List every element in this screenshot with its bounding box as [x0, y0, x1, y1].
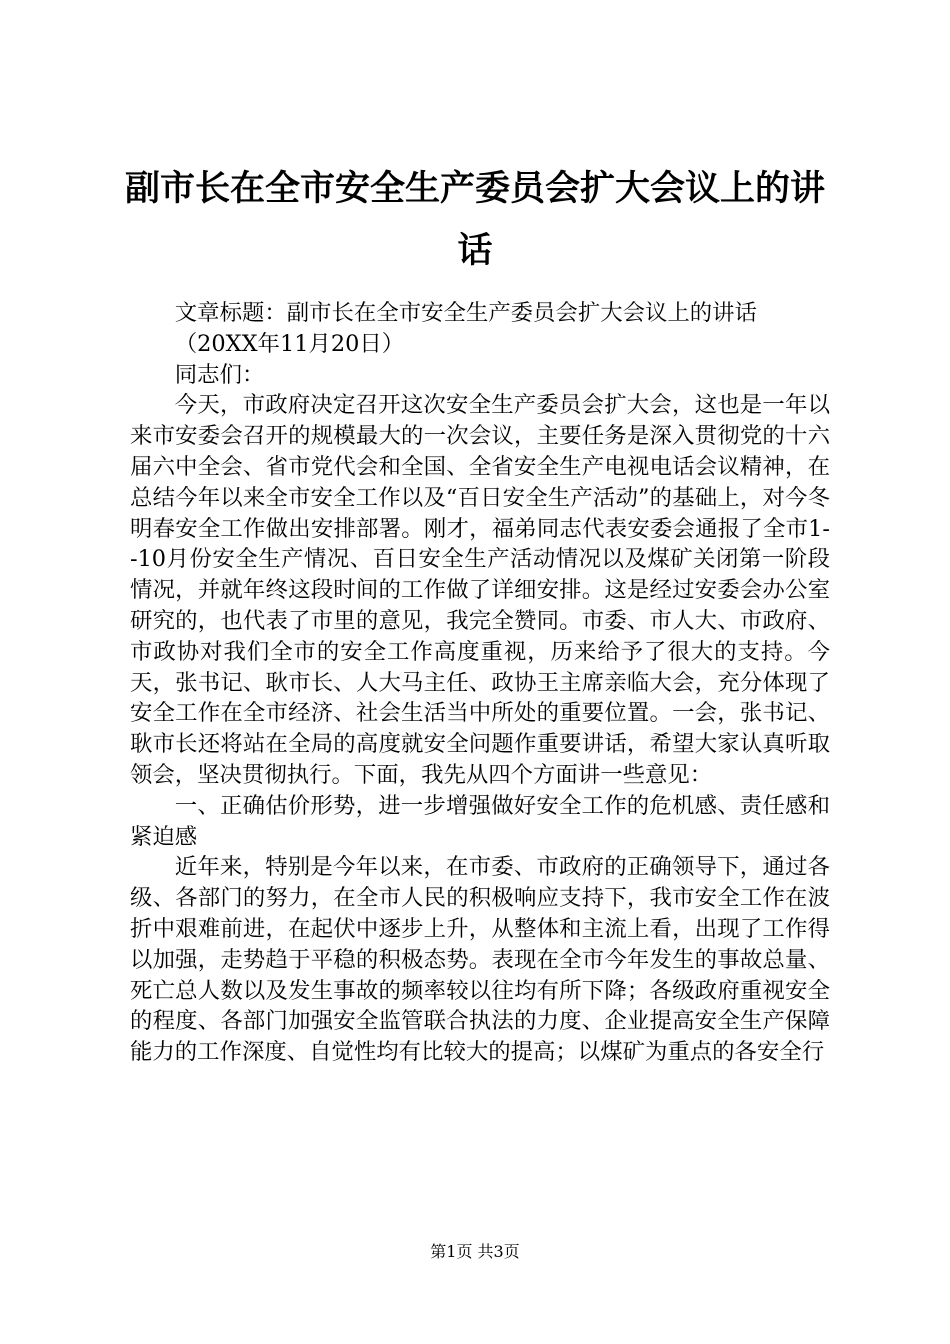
document-body: [130, 298, 830, 1068]
salutation: 同志们：: [174, 361, 265, 388]
date-line: （20XX年11月20日）: [174, 330, 405, 357]
article-title-line: 文章标题：副市长在全市安全生产委员会扩大会议上的讲话: [174, 300, 757, 326]
section-heading: 一、正确估价形势，进一步增强做好安全工作的危机感、责任感和紧迫感: [130, 792, 830, 850]
body-paragraph: 近年来，特别是今年以来，在市委、市政府的正确领导下，通过各级、各部门的努力，在全市人民的积极响应支持下，我市安全工作在波折中艰难前进，在起伏中逐步上升，从整体和主流上看，出现了工作得以加强，走势趋于平稳的积极态势。表现在全市今年发生的事故总量、死亡总人数以及发生事故的频率较以往均有所下降；各级政府重视安全的程度、各部门加强安全监管联合执法的力度、企业提高安全生产保障能力的工作深度、自觉性均有比较大的提高；以煤矿为重点的各安全行: [130, 854, 830, 1066]
document-title: 副市长在全市安全生产委员会扩大会议上的讲话: [124, 168, 825, 271]
page-footer: 第1页 共3页: [430, 1242, 520, 1261]
body-paragraph: 今天，市政府决定召开这次安全生产委员会扩大会，这也是一年以来市安委会召开的规模最大的一次会议，主要任务是深入贯彻党的十六届六中全会、省市党代会和全国、全省安全生产电视电话会议精神，在总结今年以来全市安全工作以及“百日安全生产活动”的基础上，对今冬明春安全工作做出安排部署。刚才，福弟同志代表安委会通报了全市1--10月份安全生产情况、百日安全生产活动情况以及煤矿关闭第一阶段情况，并就年终这段时间的工作做了详细安排。这是经过安委会办公室研究的，也代表了市里的意见，我完全赞同。市委、市人大、市政府、市政协对我们全市的安全工作高度重视，历来给予了很大的支持。今天，张书记、耿市长、人大马主任、政协王主席亲临大会，充分体现了安全工作在全市经济、社会生活当中所处的重要位置。一会，张书记、耿市长还将站在全局的高度就安全问题作重要讲话，希望大家认真听取领会，坚决贯彻执行。下面，我先从四个方面讲一些意见：: [130, 392, 830, 788]
